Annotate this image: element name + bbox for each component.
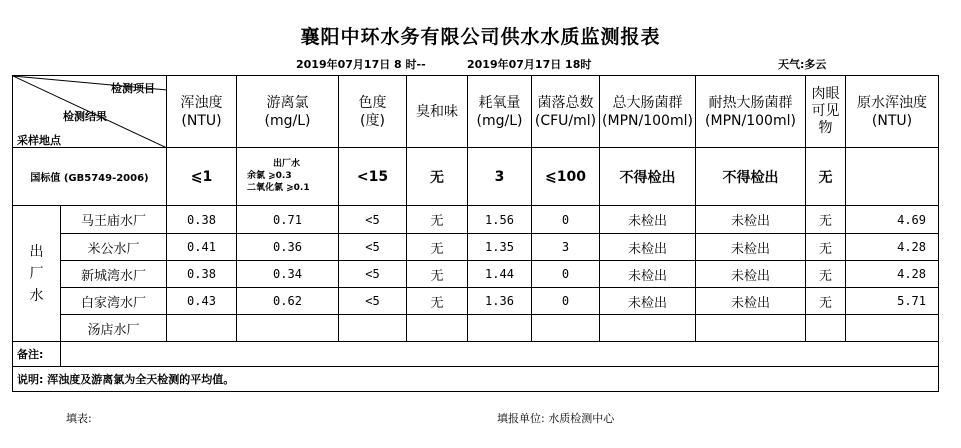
col-coliform: 总大肠菌群 (MPN/100ml) (600, 76, 696, 148)
time-to: 2019年07月17日 18时 (467, 58, 592, 71)
standard-heat-coliform: 不得检出 (696, 148, 806, 206)
header-item-label: 检测项目 (111, 82, 155, 95)
standard-color: <15 (339, 148, 407, 206)
table-row: 出厂水 马王庙水厂 0.38 0.71 <5 无 1.56 0 未检出 未检出 无 4.69 (13, 206, 939, 234)
plant-name: 白家湾水厂 (61, 288, 167, 315)
standard-turbidity: ⩽1 (167, 148, 237, 206)
group-label: 出厂水 (13, 206, 61, 342)
note-row (13, 367, 939, 392)
col-oxygen: 耗氧量 (mg/L) (468, 76, 532, 148)
col-bacteria: 菌落总数 (CFU/ml) (532, 76, 600, 148)
col-odor: 臭和味 (407, 76, 468, 148)
footer-unit-label: 填报单位: 水质检测中心 (497, 412, 615, 425)
header-result-label: 检测结果 (63, 110, 107, 123)
plant-name: 汤店水厂 (61, 315, 167, 342)
diagonal-header (13, 76, 167, 148)
table-row: 新城湾水厂 0.38 0.34 <5 无 1.44 0 未检出 未检出 无 4.28 (13, 261, 939, 288)
header-location-label: 采样地点 (17, 134, 61, 147)
plant-name: 马王庙水厂 (61, 206, 167, 234)
remark-value (61, 342, 939, 367)
col-visible: 肉眼可见物 (806, 76, 846, 148)
footer-fill-label: 填表: (66, 412, 92, 425)
plant-name: 米公水厂 (61, 234, 167, 261)
col-color: 色度 (度) (339, 76, 407, 148)
col-turbidity: 浑浊度 (NTU) (167, 76, 237, 148)
time-from: 2019年07月17日 8 时-- (296, 58, 426, 71)
header-row (13, 76, 939, 148)
table-row: 白家湾水厂 0.43 0.62 <5 无 1.36 0 未检出 未检出 无 5.71 (13, 288, 939, 315)
report-title: 襄阳中环水务有限公司供水水质监测报表 (300, 26, 661, 48)
remark-row (13, 342, 939, 367)
standard-raw-turbidity (846, 148, 939, 206)
plant-name: 新城湾水厂 (61, 261, 167, 288)
col-raw-turbidity: 原水浑浊度 (NTU) (846, 76, 939, 148)
col-heat-coliform: 耐热大肠菌群 (MPN/100ml) (696, 76, 806, 148)
standard-row (13, 148, 939, 206)
note-text: 说明: 浑浊度及游离氯为全天检测的平均值。 (13, 367, 939, 392)
standard-coliform: 不得检出 (600, 148, 696, 206)
standard-chlorine: 出厂水 余氯 ⩾0.3 二氧化氯 ⩾0.1 (237, 148, 339, 206)
table-row: 米公水厂 0.41 0.36 <5 无 1.35 3 未检出 未检出 无 4.28 (13, 234, 939, 261)
standard-oxygen: 3 (468, 148, 532, 206)
standard-odor: 无 (407, 148, 468, 206)
standard-visible: 无 (806, 148, 846, 206)
weather-label: 天气:多云 (778, 58, 827, 71)
standard-bacteria: ⩽100 (532, 148, 600, 206)
remark-label: 备注: (13, 342, 61, 367)
water-quality-table (12, 75, 939, 392)
col-chlorine: 游离氯 (mg/L) (237, 76, 339, 148)
standard-label: 国标值 (GB5749-2006) (13, 148, 167, 206)
table-row (13, 315, 939, 342)
